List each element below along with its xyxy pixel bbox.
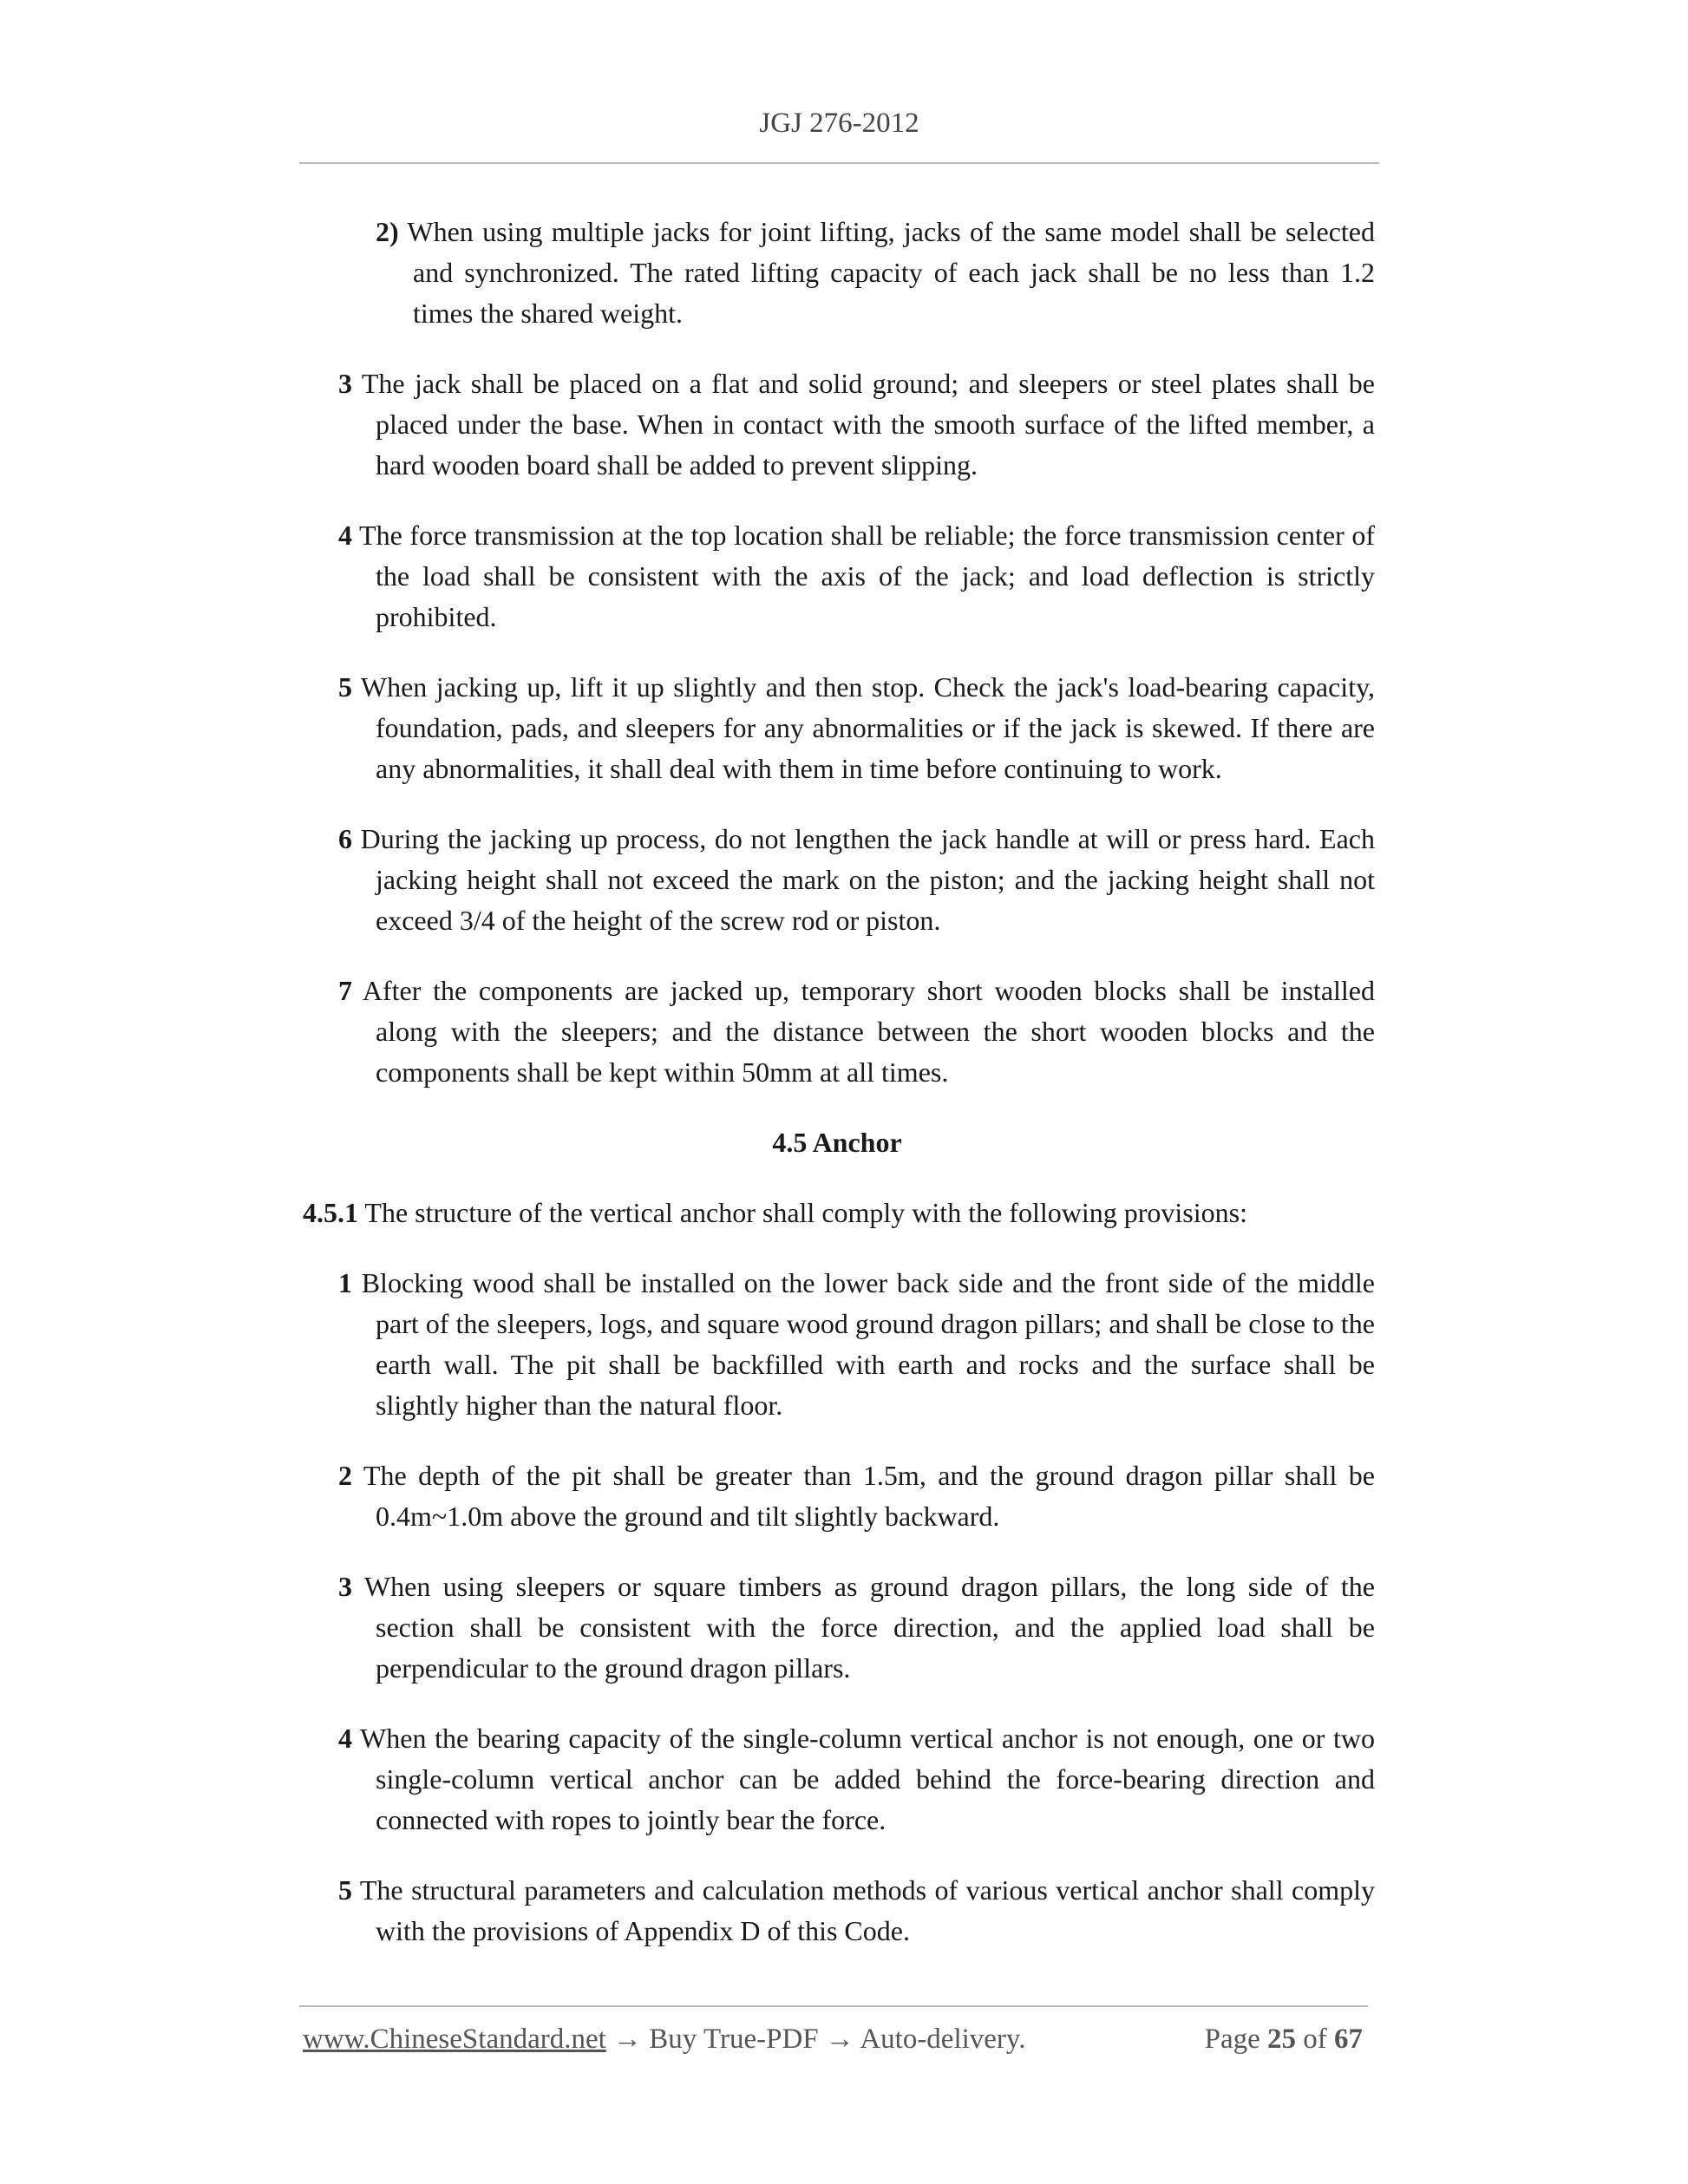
item-text: When using sleepers or square timbers as ground dragon pillars, the long side of the section shall be consistent with the force direction, and the applied load shall be perpendicular to the ground dragon pillars. (363, 1571, 1376, 1684)
item-number: 5 (338, 1874, 352, 1906)
list-item (338, 363, 1375, 486)
item-text: When using multiple jacks for joint lifting, jacks of the same model shall be selected and synchronized. The rated lifting capacity of each jack shall be no less than 1.2 times the shared weight. (407, 216, 1376, 329)
list-item (338, 1263, 1375, 1426)
list-item (338, 1455, 1375, 1537)
item-text: The force transmission at the top location shall be reliable; the force transmission center of the load shall be consistent with the axis of the jack; and load deflection is strictly prohibited. (359, 520, 1376, 632)
item-text: The jack shall be placed on a flat and solid ground; and sleepers or steel plates shall be placed under the base. When in contact with the smooth surface of the lifted member, a hard wooden board shall be added to prevent slipping. (361, 368, 1376, 481)
list-item (338, 515, 1375, 638)
website-link[interactable]: www.ChineseStandard.net (303, 2024, 606, 2055)
footer-divider (299, 2005, 1368, 2007)
list-item (338, 667, 1375, 789)
item-number: 1 (338, 1267, 352, 1298)
item-text: After the components are jacked up, temporary short wooden blocks shall be installed along with the sleepers; and the distance between the short wooden blocks and the components shall be kept within 50mm at all times. (362, 975, 1375, 1088)
item-text: When the bearing capacity of the single-column vertical anchor is not enough, one or two single-column vertical anchor can be added behind the force-bearing direction and connected with ropes to jointly bear the force. (360, 1723, 1376, 1835)
of-label: of (1303, 2024, 1327, 2055)
buy-text: Buy True-PDF (649, 2024, 819, 2055)
list-item (338, 971, 1375, 1093)
item-text: Blocking wood shall be installed on the lower back side and the front side of the middle part of the sleepers, logs, and square wood ground dragon pillars; and shall be close to the earth wall. The pit shall be backfilled with earth and rocks and the surface shall be slightly higher than the natural floor. (361, 1267, 1376, 1421)
arrow-right-icon: → (825, 2024, 854, 2055)
item-number: 3 (338, 368, 352, 399)
footer-promo (303, 2024, 1026, 2056)
page-indicator (1205, 2024, 1363, 2056)
list-item (338, 1566, 1375, 1689)
page-number: 25 (1267, 2024, 1296, 2055)
item-text: The structural parameters and calculation methods of various vertical anchor shall comply with the provisions of Appendix D of this Code. (359, 1874, 1376, 1946)
item-number: 4 (338, 1723, 352, 1754)
delivery-text: Auto-delivery. (860, 2024, 1026, 2055)
clause-text: The structure of the vertical anchor shall comply with the following provisions: (364, 1197, 1247, 1228)
item-text: When jacking up, lift it up slightly and then stop. Check the jack's load-bearing capacity, foundation, pads, and sleepers for any abnormalities or if the jack is skewed. If there are any abnormalities, it shall deal with them in time before continuing to work. (360, 671, 1376, 784)
page-content (299, 212, 1375, 1981)
total-pages: 67 (1334, 2024, 1363, 2055)
list-item (338, 819, 1375, 941)
arrow-right-icon: → (613, 2024, 643, 2055)
list-item (338, 1718, 1375, 1841)
item-text: The depth of the pit shall be greater than 1.5m, and the ground dragon pillar shall be 0.4m~1.0m above the ground and tilt slightly backward. (363, 1460, 1376, 1532)
clause-heading (303, 1193, 1375, 1233)
item-number: 5 (338, 671, 352, 703)
header-divider (299, 162, 1379, 164)
list-item (376, 212, 1375, 334)
clause-number: 4.5.1 (303, 1197, 358, 1228)
item-number: 2 (338, 1460, 352, 1491)
section-title: 4.5 Anchor (772, 1127, 902, 1158)
page-footer (303, 2024, 1368, 2067)
item-number: 4 (338, 520, 352, 551)
page-header: JGJ 276-2012 (759, 108, 919, 139)
item-number: 7 (338, 975, 352, 1006)
item-number: 3 (338, 1571, 352, 1602)
page-label: Page (1204, 2024, 1260, 2055)
item-number: 6 (338, 823, 352, 854)
list-item (338, 1870, 1375, 1952)
item-number: 2) (376, 216, 399, 247)
item-text: During the jacking up process, do not lengthen the jack handle at will or press hard. Each jacking height shall not exceed the mark on the piston; and the jacking height shall not exceed 3/4 of the height of the screw rod or piston. (360, 823, 1376, 936)
